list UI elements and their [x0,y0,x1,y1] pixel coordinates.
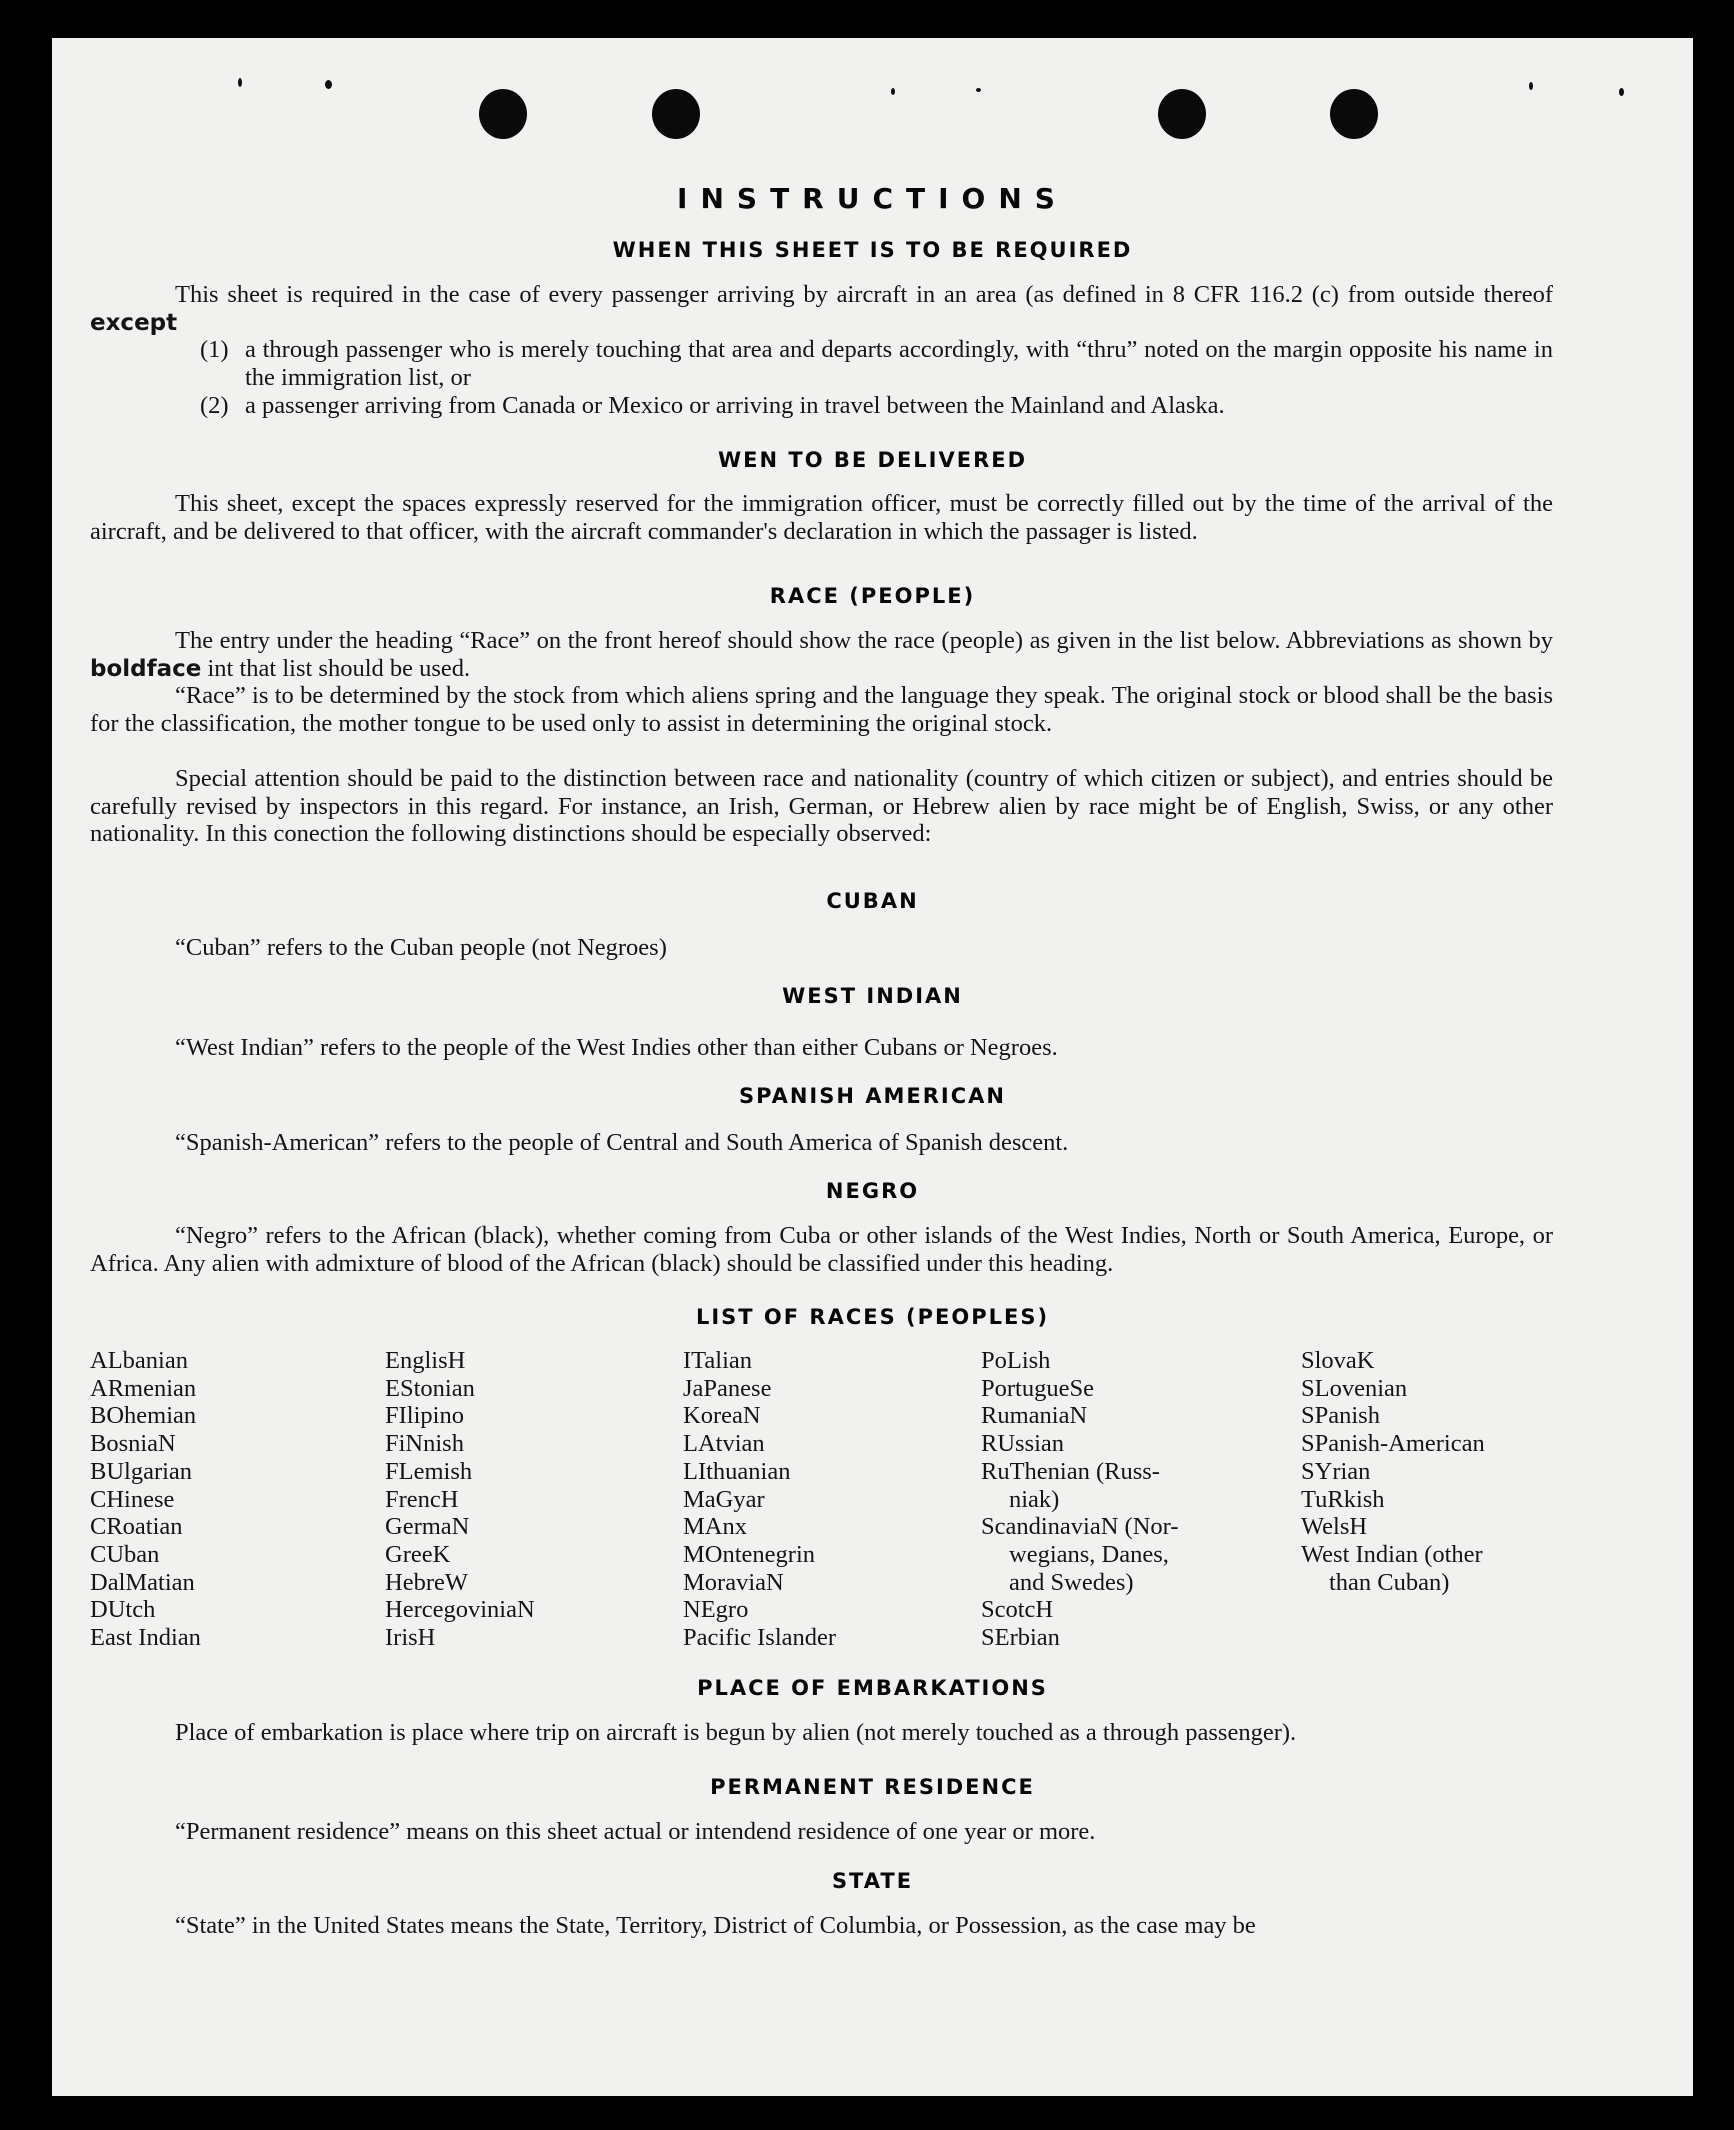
section-heading: PLACE OF EMBARKATIONS [697,1676,1048,1700]
race-item: DUtch [90,1596,156,1624]
race-item: MoraviaN [683,1568,784,1596]
section-heading: SPANISH AMERICAN [739,1084,1006,1108]
race-item: GreeK [385,1540,451,1568]
race-item: EnglisH [385,1347,466,1374]
paragraph: This sheet, except the spaces expressly reserved for the immigration officer, must be correctly filled out by the time of the arrival of the aircraft, and be delivered to that officer, with the aircraft commander's declaration in which the passager is listed. [90,490,1553,545]
section-heading: NEGRO [825,1179,920,1203]
speck [976,88,981,92]
races-column-2 [385,1347,535,1652]
race-item: SPanish [1301,1402,1380,1430]
race-item: LAtvian [683,1430,765,1458]
race-item: RumaniaN [981,1402,1088,1430]
paragraph: “West Indian” refers to the people of the West Indies other than either Cubans or Negroes. [175,1034,1058,1061]
race-item: CRoatian [90,1513,183,1541]
paragraph: “Spanish-American” refers to the people of Central and South America of Spanish descent. [175,1129,1069,1156]
section-heading: WHEN THIS SHEET IS TO BE REQUIRED [612,238,1133,262]
race-item: TuRkish [1301,1485,1385,1513]
speck [1619,88,1624,96]
race-item: JaPanese [683,1374,772,1402]
paragraph: “Permanent residence” means on this sheet actual or intendend residence of one year or more. [175,1818,1096,1845]
race-item: SPanish-American [1301,1430,1485,1458]
race-item: FLemish [385,1457,473,1485]
race-item: KoreaN [683,1402,761,1430]
race-item-continuation: and Swedes) [1009,1568,1134,1596]
section-heading: LIST OF RACES (PEOPLES) [695,1305,1050,1329]
race-item: CHinese [90,1485,175,1513]
race-item: BUlgarian [90,1457,193,1485]
race-item: FrencH [385,1485,459,1513]
race-item: MaGyar [683,1485,765,1513]
race-item: RUssian [981,1430,1065,1458]
race-item: SYrian [1301,1457,1371,1485]
race-item: ARmenian [90,1374,197,1402]
race-item: PortugueSe [981,1374,1094,1402]
race-item: GermaN [385,1513,470,1541]
race-item: NEgro [683,1596,749,1624]
punch-hole [1330,89,1378,139]
paragraph: “Race” is to be determined by the stock from which aliens spring and the language they speak. The original stock or blood shall be the basis for the classification, the mother tongue to be used only to assist in determining the original stock. [90,682,1553,737]
list-item: (2) a passenger arriving from Canada or Mexico or arriving in travel between the Mainland and Alaska. [200,392,1225,419]
paragraph: The entry under the heading “Race” on the front hereof should show the race (people) as given in the list below. Abbreviations as shown by boldface int that list should be used. [90,627,1553,682]
punch-hole [652,89,700,139]
paragraph: “Negro” refers to the African (black), whether coming from Cuba or other islands of the West Indies, North or South America, Europe, or Africa. Any alien with admixture of blood of the African (black) should be classified under this heading. [90,1222,1553,1277]
section-heading: CUBAN [826,889,919,913]
race-item: Pacific Islander [683,1624,837,1652]
race-item: MOntenegrin [683,1540,815,1568]
paragraph: This sheet is required in the case of every passenger arriving by aircraft in an area (as defined in 8 CFR 116.2 (c) from outside thereof except [90,281,1553,336]
race-item: MAnx [683,1513,747,1541]
race-item: ALbanian [90,1347,188,1374]
paragraph: Special attention should be paid to the distinction between race and nationality (country of which citizen or subject), and entries should be carefully revised by inspectors in this regard. For instance, an Irish, German, or Hebrew alien by race might be of English, Swiss, or any other nationality. In this conection the following distinctions should be especially observed: [90,765,1553,847]
race-item-continuation: niak) [1009,1485,1060,1513]
speck [325,80,332,89]
punch-hole [1158,89,1206,139]
section-heading: STATE [831,1869,914,1893]
race-item: DalMatian [90,1568,195,1596]
race-item: SlovaK [1301,1347,1375,1374]
race-item: CUban [90,1540,160,1568]
list-item: (1) a through passenger who is merely touching that area and departs accordingly, with “thru” noted on the margin opposite his name in the immigration list, or [200,336,1553,391]
paragraph: “Cuban” refers to the Cuban people (not Negroes) [175,934,667,961]
race-item: FIlipino [385,1402,464,1430]
section-heading: PERMANENT RESIDENCE [710,1775,1035,1799]
race-item: HercegoviniaN [385,1596,535,1624]
races-column-1 [90,1347,201,1652]
race-item: SLovenian [1301,1374,1408,1402]
race-item-continuation: than Cuban) [1329,1568,1450,1596]
section-heading: WEN TO BE DELIVERED [717,448,1028,472]
race-item: FiNnish [385,1430,464,1458]
speck [238,78,242,87]
speck [891,88,895,95]
race-item: ScotcH [981,1596,1054,1624]
races-column-4 [981,1347,1178,1652]
punch-hole [479,89,527,139]
race-item: WelsH [1301,1513,1368,1541]
race-item: West Indian (other [1301,1540,1483,1568]
race-item: PoLish [981,1347,1051,1374]
race-item: ITalian [683,1347,753,1374]
race-item: LIthuanian [683,1457,791,1485]
race-item: IrisH [385,1624,436,1652]
document-page [52,38,1693,2096]
race-item: BOhemian [90,1402,197,1430]
race-item: BosniaN [90,1430,176,1458]
section-heading: RACE (PEOPLE) [769,584,976,608]
race-item: ScandinaviaN (Nor- [981,1513,1179,1541]
page-title: INSTRUCTIONS [677,182,1068,215]
section-heading: WEST INDIAN [782,984,963,1008]
speck [1529,82,1533,90]
race-item: RuThenian (Russ- [981,1457,1160,1485]
paragraph: Place of embarkation is place where trip on aircraft is begun by alien (not merely touched as a through passenger). [175,1719,1297,1746]
races-column-5 [1301,1347,1485,1596]
race-item: East Indian [90,1624,201,1652]
race-item: HebreW [385,1568,468,1596]
race-item: EStonian [385,1374,475,1402]
paragraph: “State” in the United States means the State, Territory, District of Columbia, or Possession, as the case may be [175,1912,1256,1939]
race-item-continuation: wegians, Danes, [1009,1540,1169,1568]
race-item: SErbian [981,1624,1060,1652]
races-column-3 [683,1347,836,1652]
